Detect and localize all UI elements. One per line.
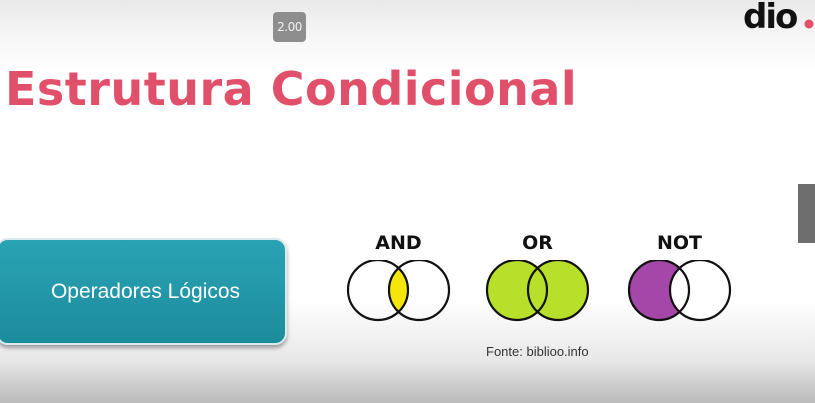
dio-logo [740, 0, 815, 36]
venn-and-label: AND [375, 232, 422, 254]
venn-not-diagram [622, 260, 737, 324]
venn-not-label: NOT [656, 232, 702, 254]
venn-and [341, 232, 456, 324]
source-caption: Fonte: biblioo.info [486, 344, 589, 359]
svg-text:dio: dio [743, 0, 797, 36]
operators-box [0, 238, 287, 345]
slide-title: Estrutura Condicional [5, 62, 578, 116]
venn-not [622, 232, 737, 324]
side-scroll-handle[interactable] [798, 184, 815, 243]
venn-or-label: OR [522, 232, 553, 254]
venn-or [480, 232, 595, 324]
venn-and-diagram [341, 260, 456, 324]
venn-or-diagram [480, 260, 595, 324]
operators-label: Operadores Lógicos [50, 279, 241, 303]
playback-speed-badge[interactable]: 2.00 [273, 12, 306, 42]
